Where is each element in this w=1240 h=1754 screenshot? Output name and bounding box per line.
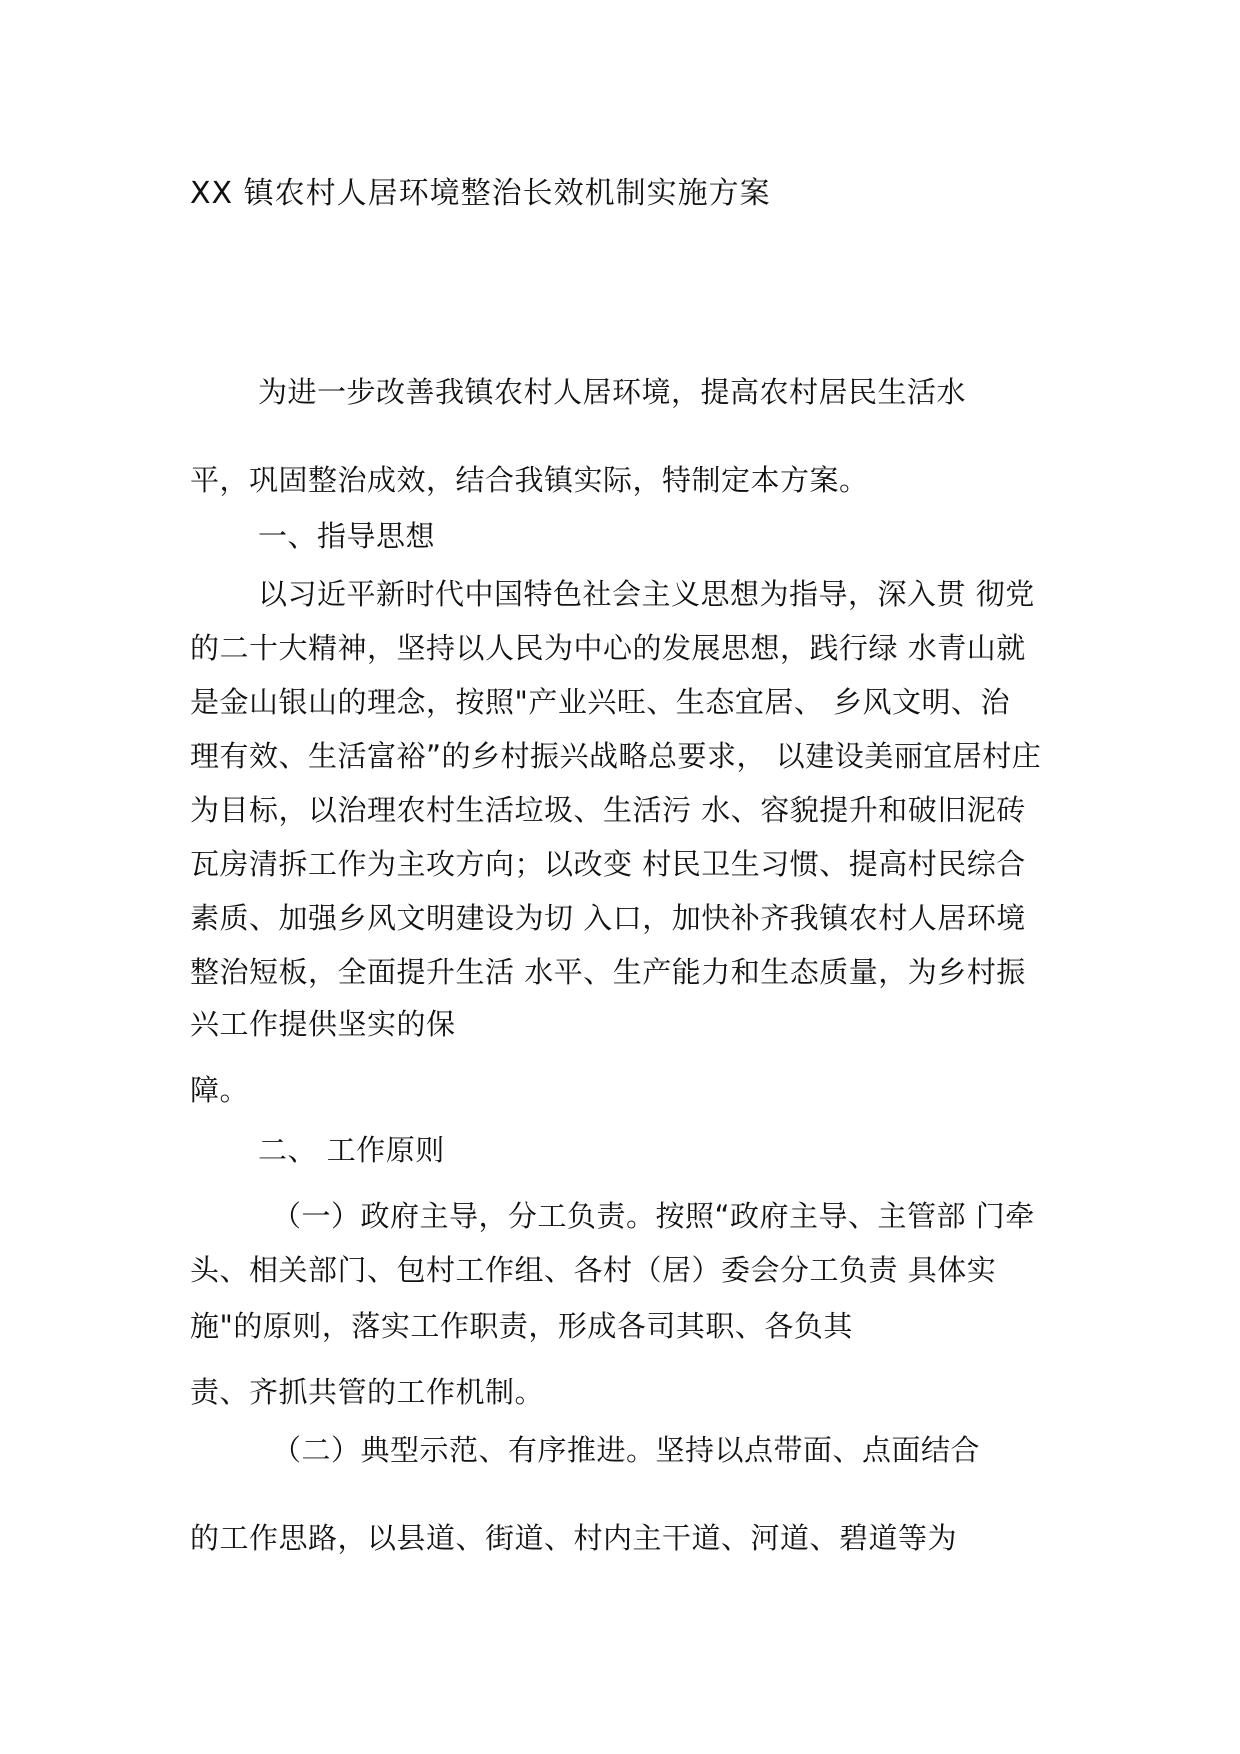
paragraph-line: （一）政府主导，分工负责。按照“政府主导、主管部 门牵 bbox=[272, 1199, 1035, 1233]
paragraph-line: 是金山银山的理念，按照"产业兴旺、生态宜居、 乡风文明、治 bbox=[190, 685, 1011, 719]
paragraph-line: 兴工作提供坚实的保 bbox=[190, 1007, 456, 1041]
paragraph-line: 为目标，以治理农村生活垃圾、生活污 水、容貌提升和破旧泥砖 bbox=[190, 793, 1026, 827]
paragraph-line: 理有效、生活富裕”的乡村振兴战略总要求， 以建设美丽宜居村庄 bbox=[190, 739, 1042, 773]
paragraph-line: 瓦房清拆工作为主攻方向；以改变 村民卫生习惯、提高村民综合 bbox=[190, 847, 1026, 881]
paragraph-line: 障。 bbox=[190, 1073, 250, 1107]
paragraph-line: 的工作思路，以县道、街道、村内主干道、河道、碧道等为 bbox=[190, 1521, 958, 1555]
paragraph-line: 责、齐抓共管的工作机制。 bbox=[190, 1375, 545, 1409]
paragraph-line: （二）典型示范、有序推进。坚持以点带面、点面结合 bbox=[272, 1433, 981, 1467]
section-heading-work-principles: 二、 工作原则 bbox=[258, 1133, 445, 1167]
section-heading-guiding-ideology: 一、指导思想 bbox=[258, 519, 436, 553]
paragraph-line: 施"的原则，落实工作职责，形成各司其职、各负其 bbox=[190, 1309, 853, 1343]
document-title: XX 镇农村人居环境整治长效机制实施方案 bbox=[190, 176, 771, 211]
paragraph-line: 以习近平新时代中国特色社会主义思想为指导，深入贯 彻党 bbox=[258, 577, 1035, 611]
intro-paragraph-line-2: 平，巩固整治成效，结合我镇实际，特制定本方案。 bbox=[190, 463, 869, 497]
intro-paragraph-line-1: 为进一步改善我镇农村人居环境，提高农村居民生活水 bbox=[258, 375, 967, 409]
paragraph-line: 素质、加强乡风文明建设为切 入口，加快补齐我镇农村人居环境 bbox=[190, 901, 1026, 935]
paragraph-line: 的二十大精神，坚持以人民为中心的发展思想，践行绿 水青山就 bbox=[190, 631, 1026, 665]
paragraph-line: 整治短板，全面提升生活 水平、生产能力和生态质量，为乡村振 bbox=[190, 955, 1026, 989]
paragraph-line: 头、相关部门、包村工作组、各村（居）委会分工负责 具体实 bbox=[190, 1253, 997, 1287]
